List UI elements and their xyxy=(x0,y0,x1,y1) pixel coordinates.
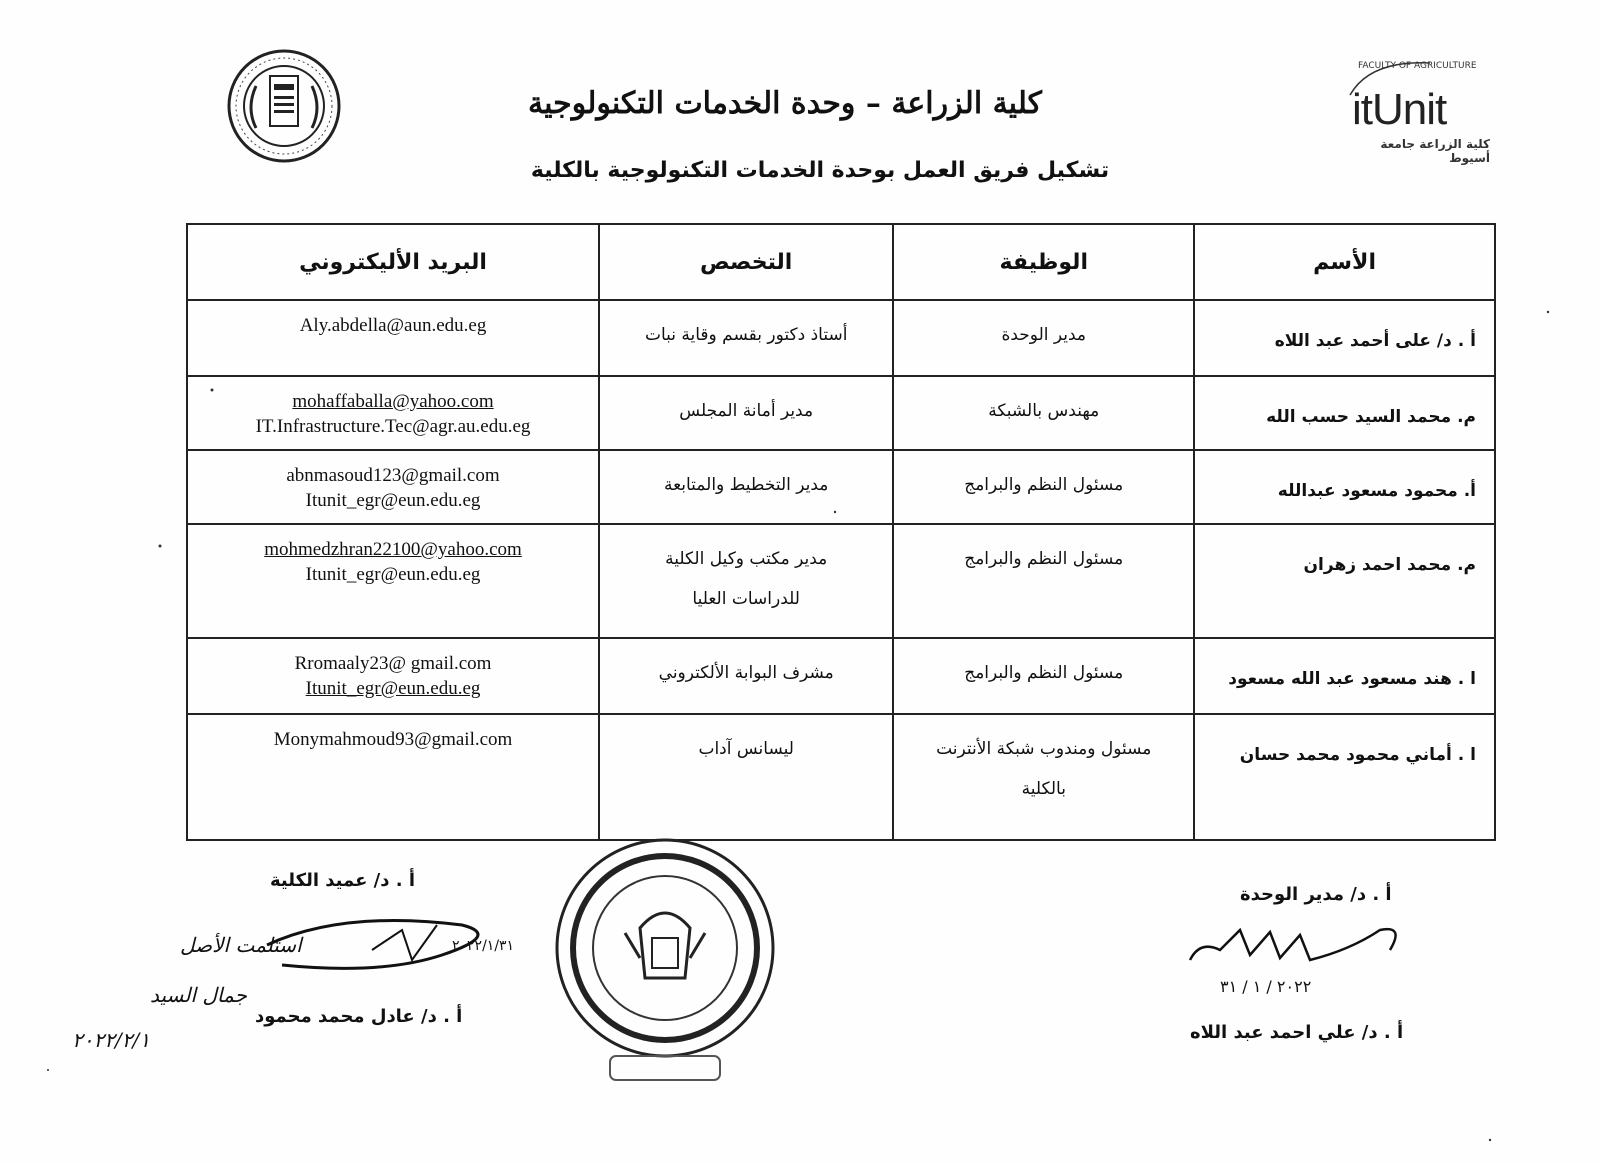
row-name: ا . أماني محمود محمد حسان xyxy=(1194,714,1495,840)
page-subtitle: تشكيل فريق العمل بوحدة الخدمات التكنولوجية بالكلية xyxy=(530,158,1110,183)
row-job: مهندس بالشبكة xyxy=(893,376,1194,450)
header-specialty: التخصص xyxy=(599,224,893,300)
dean-signature-date: ٢٠٢٢/١/٣١ xyxy=(452,938,515,954)
row-email-secondary: IT.Infrastructure.Tec@agr.au.edu.eg xyxy=(255,416,531,437)
row-name: أ . د/ على أحمد عبد اللاه xyxy=(1194,300,1495,376)
row-email-secondary: Itunit_egr@eun.edu.eg xyxy=(305,678,481,699)
handwritten-line-3: ٢٠٢٢/٢/١ xyxy=(72,1028,150,1052)
row-specialty: مدير التخطيط والمتابعة xyxy=(599,450,893,524)
header-email: البريد الأليكتروني xyxy=(187,224,599,300)
row-name: م. محمد السيد حسب الله xyxy=(1194,376,1495,450)
row-specialty: مشرف البوابة الألكتروني xyxy=(599,638,893,714)
unit-director-name: أ . د/ علي احمد عبد اللاه xyxy=(1190,1022,1404,1043)
row-specialty: مدير مكتب وكيل الكلية للدراسات العليا xyxy=(599,524,893,638)
row-job: مسئول النظم والبرامج xyxy=(893,638,1194,714)
itunit-logo-text: itUnit xyxy=(1352,85,1447,134)
row-email-secondary: Itunit_egr@eun.edu.eg xyxy=(305,490,481,511)
header-job: الوظيفة xyxy=(893,224,1194,300)
row-name: أ. محمود مسعود عبدالله xyxy=(1194,450,1495,524)
row-email-secondary: Itunit_egr@eun.edu.eg xyxy=(305,564,481,585)
row-email-primary: Rromaaly23@ gmail.com xyxy=(294,653,492,674)
unit-director-signature-title: أ . د/ مدير الوحدة xyxy=(1240,884,1392,905)
row-job: مدير الوحدة xyxy=(893,300,1194,376)
row-job: مسئول النظم والبرامج xyxy=(893,450,1194,524)
page-title: كلية الزراعة – وحدة الخدمات التكنولوجية xyxy=(528,86,1042,121)
row-specialty: أستاذ دكتور بقسم وقاية نبات xyxy=(599,300,893,376)
unit-director-signature-date: ٢٠٢٢ / ١ / ٣١ xyxy=(1220,977,1312,996)
row-email-primary: Monymahmoud93@gmail.com xyxy=(273,729,513,750)
row-email-primary: abnmasoud123@gmail.com xyxy=(286,465,500,486)
row-job: مسئول ومندوب شبكة الأنترنت بالكلية xyxy=(893,714,1194,840)
row-email-primary: Aly.abdella@aun.edu.eg xyxy=(299,315,487,336)
itunit-logo-subtext: كلية الزراعة جامعة أسيوط xyxy=(1380,137,1490,165)
row-specialty: مدير أمانة المجلس xyxy=(599,376,893,450)
itunit-logo-top-text: FACULTY OF AGRICULTURE xyxy=(1358,61,1477,71)
handwritten-line-1: استلمت الأصل xyxy=(180,933,302,957)
dean-name: أ . د/ عادل محمد محمود xyxy=(255,1006,463,1027)
row-job: مسئول النظم والبرامج xyxy=(893,524,1194,638)
row-email-primary: mohmedzhran22100@yahoo.com xyxy=(264,539,522,560)
row-name: م. محمد احمد زهران xyxy=(1194,524,1495,638)
handwritten-line-2: جمال السيد xyxy=(150,983,247,1007)
header-name: الأسم xyxy=(1194,224,1495,300)
dean-signature-title: أ . د/ عميد الكلية xyxy=(270,870,416,891)
row-specialty: ليسانس آداب xyxy=(599,714,893,840)
row-email-primary: mohaffaballa@yahoo.com xyxy=(292,391,494,412)
row-name: ا . هند مسعود عبد الله مسعود xyxy=(1194,638,1495,714)
